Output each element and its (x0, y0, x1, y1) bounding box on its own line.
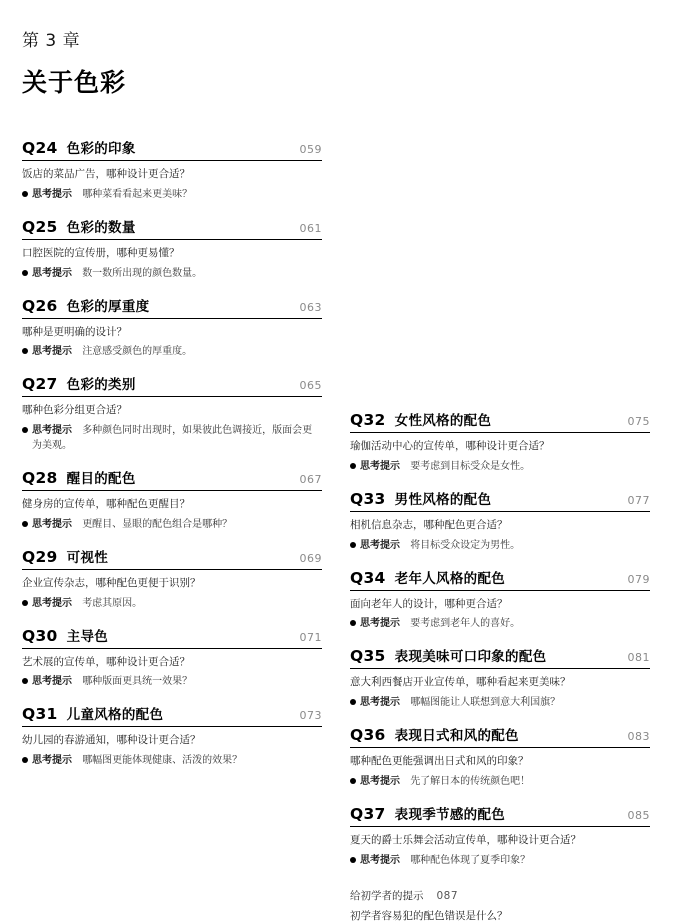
question-description: 夏天的爵士乐舞会活动宣传单，哪种设计更合适？ (350, 833, 650, 849)
toc-columns (22, 137, 669, 924)
question-number: Q29 (22, 548, 58, 566)
page-number: 081 (628, 651, 651, 664)
hint-row (22, 187, 322, 202)
hint-row (22, 674, 322, 689)
toc-entry-head (22, 546, 322, 570)
toc-entry[interactable] (350, 567, 650, 632)
toc-entry-head (22, 295, 322, 319)
question-number: Q33 (350, 490, 386, 508)
page-number: 085 (628, 809, 651, 822)
page-number: 069 (300, 552, 323, 565)
toc-column-right (350, 137, 650, 924)
hint-row (350, 853, 650, 868)
toc-entry[interactable] (350, 409, 650, 474)
hint-label: 思考提示 (32, 755, 72, 766)
question-number: Q31 (22, 705, 58, 723)
hint-row (22, 344, 322, 359)
question-title: 表现日式和风的配色 (395, 724, 519, 744)
question-title: 表现季节感的配色 (395, 803, 505, 823)
hint-row (350, 538, 650, 553)
hint-wrap (360, 695, 650, 710)
toc-entry-head (350, 724, 650, 748)
toc-entry[interactable] (22, 137, 322, 202)
page-title: 关于色彩 (22, 63, 669, 99)
hint-wrap (32, 344, 322, 359)
question-number: Q35 (350, 647, 386, 665)
page-number: 065 (300, 379, 323, 392)
toc-entry[interactable] (22, 295, 322, 360)
bullet-icon (350, 620, 356, 626)
toc-column-left (22, 137, 322, 924)
hint-wrap (360, 774, 650, 789)
bullet-icon (22, 348, 28, 354)
toc-entry[interactable] (22, 216, 322, 281)
hint-wrap (360, 538, 650, 553)
beginner-title: 给初学者的提示 (350, 888, 424, 903)
hint-wrap (32, 423, 322, 453)
question-title: 儿童风格的配色 (67, 703, 164, 723)
hint-row (350, 695, 650, 710)
hint-text: 将目标受众设定为男性。 (410, 540, 520, 551)
beginner-head (350, 888, 650, 903)
hint-wrap (32, 674, 322, 689)
hint-label: 思考提示 (32, 346, 72, 357)
hint-row (350, 774, 650, 789)
question-title: 可视性 (67, 546, 108, 566)
question-description: 相机信息杂志，哪种配色更合适？ (350, 518, 650, 534)
question-description: 面向老年人的设计，哪种更合适？ (350, 597, 650, 613)
hint-label: 思考提示 (360, 776, 400, 787)
question-title: 醒目的配色 (67, 467, 136, 487)
hint-row (22, 596, 322, 611)
question-description: 哪种配色更能强调出日式和风的印象？ (350, 754, 650, 770)
page-number: 059 (300, 143, 323, 156)
hint-label: 思考提示 (32, 676, 72, 687)
question-number: Q30 (22, 627, 58, 645)
hint-label: 思考提示 (32, 598, 72, 609)
bullet-icon (22, 678, 28, 684)
hint-label: 思考提示 (32, 268, 72, 279)
page-number: 075 (628, 415, 651, 428)
toc-entry[interactable] (22, 467, 322, 532)
question-number: Q26 (22, 297, 58, 315)
question-title: 主导色 (67, 625, 108, 645)
bullet-icon (22, 757, 28, 763)
hint-text: 要考虑到目标受众是女性。 (410, 461, 530, 472)
hint-text: 哪幅图能让人联想到意大利国旗？ (410, 697, 560, 708)
bullet-icon (22, 427, 28, 433)
hint-text: 多种颜色同时出现时，如果彼此色调接近，版面会更为美观。 (32, 425, 312, 451)
hint-text: 哪幅图更能体现健康、活泼的效果？ (82, 755, 242, 766)
page-number: 067 (300, 473, 323, 486)
hint-row (350, 459, 650, 474)
question-description: 哪种是更明确的设计？ (22, 325, 322, 341)
toc-entry-head (350, 803, 650, 827)
hint-row (22, 266, 322, 281)
hint-label: 思考提示 (32, 189, 72, 200)
hint-text: 要考虑到老年人的喜好。 (410, 618, 520, 629)
toc-entry[interactable] (350, 803, 650, 868)
page-number: 073 (300, 709, 323, 722)
toc-entry-head (22, 216, 322, 240)
toc-entry-head (350, 645, 650, 669)
hint-row (22, 517, 322, 532)
toc-entry[interactable] (22, 703, 322, 768)
question-title: 色彩的类别 (67, 373, 136, 393)
hint-label: 思考提示 (360, 855, 400, 866)
question-description: 哪种色彩分组更合适？ (22, 403, 322, 419)
hint-label: 思考提示 (360, 461, 400, 472)
page-number: 063 (300, 301, 323, 314)
question-number: Q36 (350, 726, 386, 744)
chapter-label: 第 3 章 (22, 26, 669, 51)
question-title: 色彩的厚重度 (67, 295, 150, 315)
question-description: 意大利西餐店开业宣传单，哪种看起来更美味？ (350, 675, 650, 691)
toc-entry-head (350, 567, 650, 591)
question-number: Q28 (22, 469, 58, 487)
hint-text: 更醒目、显眼的配色组合是哪种？ (82, 519, 232, 530)
bullet-icon (350, 778, 356, 784)
bullet-icon (350, 542, 356, 548)
question-description: 瑜伽活动中心的宣传单，哪种设计更合适？ (350, 439, 650, 455)
page-number: 071 (300, 631, 323, 644)
question-number: Q24 (22, 139, 58, 157)
hint-wrap (32, 753, 322, 768)
toc-entry-head (350, 488, 650, 512)
question-description: 健身房的宣传单，哪种配色更醒目？ (22, 497, 322, 513)
beginner-section[interactable] (350, 888, 650, 924)
hint-label: 思考提示 (360, 618, 400, 629)
hint-text: 考虑其原因。 (82, 598, 142, 609)
toc-entry-head (22, 467, 322, 491)
question-title: 色彩的数量 (67, 216, 136, 236)
toc-entry[interactable] (350, 645, 650, 710)
toc-entry[interactable] (22, 373, 322, 453)
toc-entry-head (22, 373, 322, 397)
toc-entry[interactable] (22, 625, 322, 690)
hint-text: 数一数所出现的颜色数量。 (82, 268, 202, 279)
question-description: 幼儿园的春游通知，哪种设计更合适？ (22, 733, 322, 749)
beginner-description: 初学者容易犯的配色错误是什么？ (350, 909, 650, 924)
question-title: 表现美味可口印象的配色 (395, 645, 547, 665)
bullet-icon (22, 600, 28, 606)
hint-wrap (32, 187, 322, 202)
hint-row (22, 423, 322, 453)
question-number: Q37 (350, 805, 386, 823)
question-title: 色彩的印象 (67, 137, 136, 157)
question-title: 男性风格的配色 (395, 488, 492, 508)
question-number: Q25 (22, 218, 58, 236)
question-description: 艺术展的宣传单，哪种设计更合适？ (22, 655, 322, 671)
bullet-icon (350, 857, 356, 863)
hint-label: 思考提示 (32, 519, 72, 530)
bullet-icon (22, 521, 28, 527)
question-description: 口腔医院的宣传册，哪种更易懂？ (22, 246, 322, 262)
page-number: 079 (628, 573, 651, 586)
hint-wrap (360, 853, 650, 868)
bullet-icon (22, 191, 28, 197)
page-number: 061 (300, 222, 323, 235)
hint-wrap (32, 596, 322, 611)
toc-entry[interactable] (350, 488, 650, 553)
hint-text: 先了解日本的传统颜色吧！ (410, 776, 530, 787)
question-title: 老年人风格的配色 (395, 567, 505, 587)
page-number: 083 (628, 730, 651, 743)
toc-entry[interactable] (350, 724, 650, 789)
hint-wrap (32, 517, 322, 532)
toc-entry-head (22, 703, 322, 727)
question-description: 企业宣传杂志，哪种配色更便于识别？ (22, 576, 322, 592)
question-title: 女性风格的配色 (395, 409, 492, 429)
question-number: Q27 (22, 375, 58, 393)
hint-row (350, 616, 650, 631)
hint-wrap (32, 266, 322, 281)
page-number: 077 (628, 494, 651, 507)
question-number: Q32 (350, 411, 386, 429)
hint-text: 哪种菜看看起来更美味？ (82, 189, 192, 200)
hint-label: 思考提示 (360, 697, 400, 708)
bullet-icon (350, 463, 356, 469)
question-number: Q34 (350, 569, 386, 587)
toc-entry[interactable] (22, 546, 322, 611)
hint-text: 哪种版面更具统一效果？ (82, 676, 192, 687)
toc-entry-head (22, 137, 322, 161)
question-description: 饭店的菜品广告，哪种设计更合适？ (22, 167, 322, 183)
hint-label: 思考提示 (360, 540, 400, 551)
beginner-page-number: 087 (437, 890, 459, 902)
hint-wrap (360, 616, 650, 631)
hint-label: 思考提示 (32, 425, 72, 436)
hint-wrap (360, 459, 650, 474)
toc-entry-head (22, 625, 322, 649)
hint-row (22, 753, 322, 768)
hint-text: 注意感受颜色的厚重度。 (82, 346, 192, 357)
bullet-icon (22, 270, 28, 276)
hint-text: 哪种配色体现了夏季印象？ (410, 855, 530, 866)
bullet-icon (350, 699, 356, 705)
toc-entry-head (350, 409, 650, 433)
